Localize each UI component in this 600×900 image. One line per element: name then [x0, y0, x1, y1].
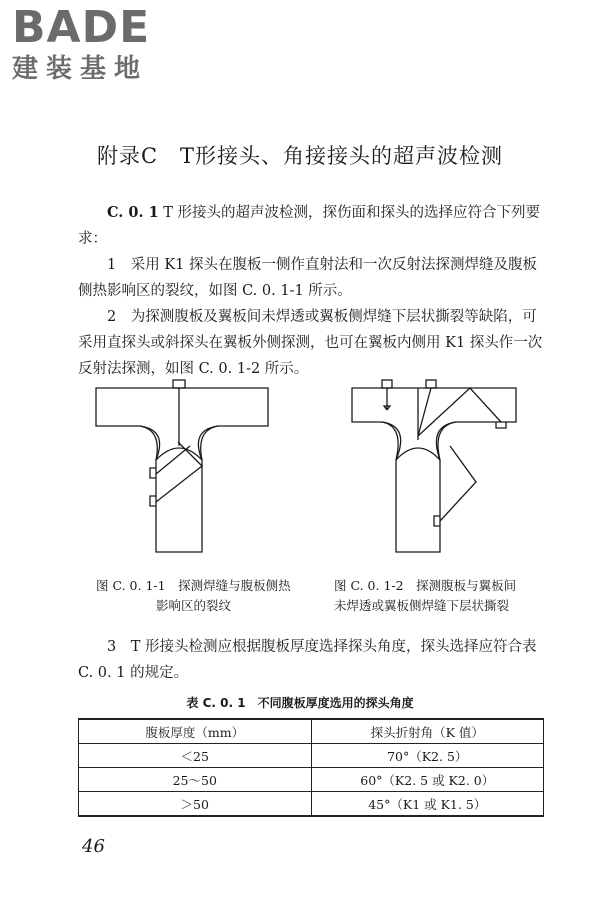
logo-wordmark: BADE [12, 2, 151, 53]
cell-thickness: ＜25 [79, 744, 312, 768]
table-title: 表 C. 0. 1 不同腹板厚度选用的探头角度 [186, 696, 414, 710]
probe-web-1 [150, 468, 156, 478]
item-1: 1 采用 K1 探头在腹板一侧作直射法和一次反射法探测焊缝及腹板侧热影响区的裂纹，如图 C. 0. 1-1 所示。 [78, 257, 537, 299]
item-2: 2 为探测腹板及翼板间未焊透或翼板侧焊缝下层状撕裂等缺陷，可采用直探头或斜探头在翼板外侧探测，也可在翼板内侧用 K1 探头作一次反射法探测，如图 C. 0. 1-2 所示。 [78, 309, 543, 377]
cell-thickness: 25～50 [79, 768, 312, 792]
table-row [79, 744, 544, 768]
figure-caption-2 [334, 576, 516, 616]
figure-c012-diagram [346, 376, 526, 556]
logo [12, 2, 151, 84]
figure-c011-diagram [90, 376, 290, 556]
beam-direct [156, 446, 190, 474]
cell-thickness: ＞50 [79, 792, 312, 817]
table-header-row [79, 719, 544, 744]
page-title: 附录C T形接头、角接接头的超声波检测 [96, 144, 504, 168]
t-joint-outline [96, 388, 268, 552]
probe-flange-inner [496, 422, 506, 428]
probe-web-2 [150, 496, 156, 506]
beam-flange [418, 388, 501, 436]
beam-reflect [156, 442, 202, 502]
probe-angle-table [78, 718, 544, 817]
table-row [79, 768, 544, 792]
header-probe-angle: 探头折射角（K 值） [311, 719, 544, 744]
header-web-thickness: 腹板厚度（mm） [79, 719, 312, 744]
beam-angle [418, 388, 431, 436]
cell-angle: 45°（K1 或 K1. 5） [311, 792, 544, 817]
caption-2-line-2: 未焊透或翼板侧焊缝下层状撕裂 [334, 598, 510, 613]
caption-2-line-1: 图 C. 0. 1-2 探测腹板与翼板间 [334, 578, 517, 593]
cell-angle: 60°（K2. 5 或 K2. 0） [311, 768, 544, 792]
probe-top [173, 380, 185, 388]
item-3: 3 T 形接头检测应根据腹板厚度选择探头角度，探头选择应符合表 C. 0. 1 的规定。 [78, 639, 537, 681]
t-joint-outline [352, 388, 516, 552]
weld-root [396, 448, 440, 460]
clause-number: C. 0. 1 [107, 204, 159, 221]
page-number: 46 [82, 836, 105, 857]
probe-web [434, 516, 440, 526]
cell-angle: 70°（K2. 5） [311, 744, 544, 768]
table-row [79, 792, 544, 817]
clause-text: T 形接头的超声波检测，探伤面和探头的选择应符合下列要求： [78, 205, 541, 247]
caption-1-line-1: 图 C. 0. 1-1 探测焊缝与腹板侧热 [96, 578, 291, 593]
beam-web [440, 446, 476, 521]
caption-1-line-2: 影响区的裂纹 [156, 598, 232, 613]
logo-subtitle: 建装基地 [12, 54, 149, 84]
probe-top-right [426, 380, 436, 388]
figure-caption-1 [96, 576, 291, 616]
probe-top-left [382, 380, 392, 388]
clause-c01 [78, 200, 546, 252]
